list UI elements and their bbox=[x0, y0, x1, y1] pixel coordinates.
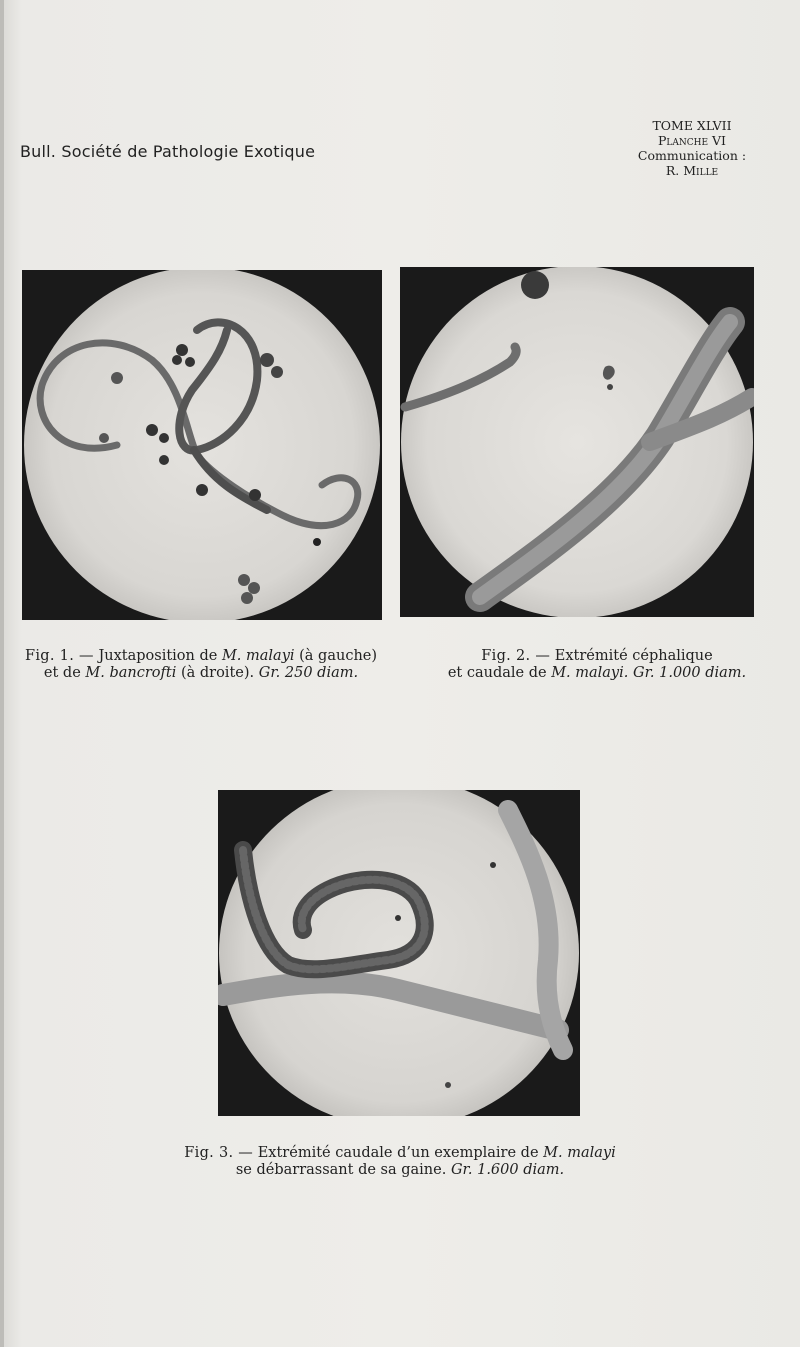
page-edge-shadow bbox=[0, 0, 4, 1347]
plate-header bbox=[562, 118, 762, 178]
figure-3-image bbox=[218, 790, 580, 1116]
figure-1-label: Fig. 1. — bbox=[24, 648, 94, 664]
figure-1-text-d: (à droite). bbox=[180, 665, 255, 681]
figure-3-text-b: se débarrassant de sa gaine. bbox=[235, 1162, 447, 1178]
figure-1-caption bbox=[20, 648, 382, 682]
figure-1-image bbox=[22, 270, 382, 620]
figure-1-species-a: M. malayi bbox=[221, 648, 295, 664]
figure-2-micrograph bbox=[400, 267, 754, 617]
figure-3-micrograph bbox=[218, 790, 580, 1116]
figure-2-species-a: M. malayi. bbox=[551, 665, 629, 681]
figure-2-text-b: et caudale de bbox=[447, 665, 547, 681]
communication-label: Communication : bbox=[637, 148, 747, 163]
author-label: R. Mille bbox=[665, 163, 719, 178]
figure-3-species-a: M. malayi bbox=[543, 1145, 616, 1161]
figure-3-text-a: Extrémité caudale d’un exemplaire de bbox=[257, 1145, 539, 1161]
figure-2-text-a: Extrémité céphalique bbox=[554, 648, 713, 664]
journal-title: Bull. Société de Pathologie Exotique bbox=[20, 142, 316, 161]
figure-2-image bbox=[400, 267, 754, 617]
figure-1-text-a: Juxtaposition de bbox=[98, 648, 218, 664]
figure-3-caption bbox=[150, 1145, 650, 1179]
planche-label: Planche VI bbox=[657, 133, 726, 148]
figure-2-label: Fig. 2. — bbox=[481, 648, 551, 664]
figure-1-text-c: et de bbox=[43, 665, 81, 681]
figure-2-magnification: Gr. 1.000 diam. bbox=[632, 665, 747, 681]
figure-2-caption bbox=[420, 648, 774, 682]
figure-3-label: Fig. 3. — bbox=[184, 1145, 254, 1161]
figure-1-micrograph bbox=[22, 270, 382, 620]
figure-1-text-b: (à gauche) bbox=[299, 648, 378, 664]
figure-1-magnification: Gr. 250 diam. bbox=[258, 665, 359, 681]
tome-label: TOME XLVII bbox=[652, 118, 732, 133]
figure-3-magnification: Gr. 1.600 diam. bbox=[450, 1162, 565, 1178]
figure-1-species-b: M. bancrofti bbox=[85, 665, 177, 681]
